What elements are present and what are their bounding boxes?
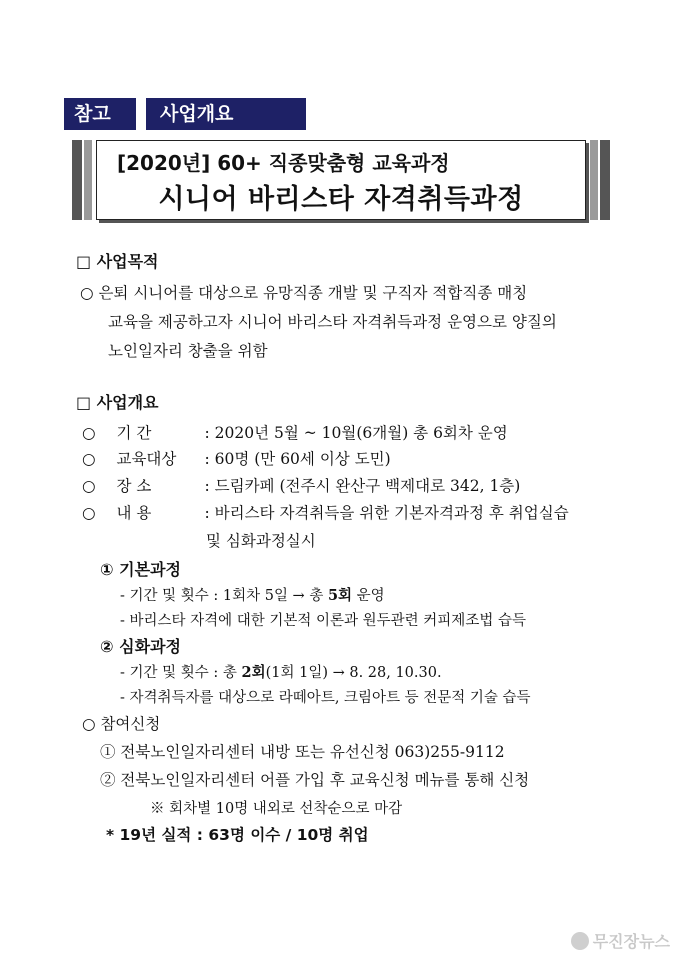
- ref-tag: 참고: [64, 98, 136, 130]
- title-line2: 시니어 바리스타 자격취득과정: [158, 184, 524, 215]
- title-line1: [2020년] 60+ 직종맞춤형 교육과정: [117, 151, 450, 175]
- period-row: ○ 기 간 : 2020년 5월 ~ 10월(6개월) 총 6회차 운영: [82, 424, 508, 442]
- watermark-logo-icon: [571, 932, 589, 950]
- apply-line2: ② 전북노인일자리센터 어플 가입 후 교육신청 메뉴를 통해 신청: [100, 771, 530, 789]
- purpose-line2: 교육을 제공하고자 시니어 바리스타 자격취득과정 운영으로 양질의: [108, 313, 557, 331]
- advanced-line2: - 자격취득자를 대상으로 라떼아트, 크림아트 등 전문적 기술 습득: [120, 690, 531, 706]
- watermark: 무진장뉴스: [571, 929, 670, 952]
- place-row: ○ 장 소 : 드림카페 (전주시 완산구 백제대로 342, 1층): [82, 477, 521, 495]
- title-box: [72, 140, 610, 220]
- record-line: * 19년 실적 : 63명 이수 / 10명 취업: [106, 826, 369, 844]
- content-row: ○ 내 용 : 바리스타 자격취득을 위한 기본자격과정 후 취업실습: [82, 504, 569, 522]
- overview-tag: 사업개요: [146, 98, 306, 130]
- apply-note: ※ 회차별 10명 내외로 선착순으로 마감: [150, 801, 403, 817]
- apply-heading: ○ 참여신청: [82, 715, 161, 733]
- apply-line1: ① 전북노인일자리센터 내방 또는 유선신청 063)255-9112: [100, 743, 505, 761]
- purpose-heading: □ 사업목적: [76, 252, 159, 271]
- basic-line2: - 바리스타 자격에 대한 기본적 이론과 원두관련 커피제조법 습득: [120, 613, 526, 629]
- purpose-line1: ○ 은퇴 시니어를 대상으로 유망직종 개발 및 구직자 적합직종 매칭: [80, 284, 528, 302]
- content-cont: 및 심화과정실시: [206, 532, 316, 550]
- basic-heading: ① 기본과정: [100, 560, 181, 579]
- target-row: ○ 교육대상 : 60명 (만 60세 이상 도민): [82, 450, 391, 468]
- advanced-heading: ② 심화과정: [100, 637, 181, 656]
- purpose-line3: 노인일자리 창출을 위함: [108, 342, 268, 360]
- overview-heading: □ 사업개요: [76, 393, 159, 412]
- basic-line1: - 기간 및 횟수 : 1회차 5일 → 총 5회 운영: [120, 587, 385, 604]
- advanced-line1: - 기간 및 횟수 : 총 2회(1회 1일) → 8. 28, 10.30.: [120, 664, 442, 681]
